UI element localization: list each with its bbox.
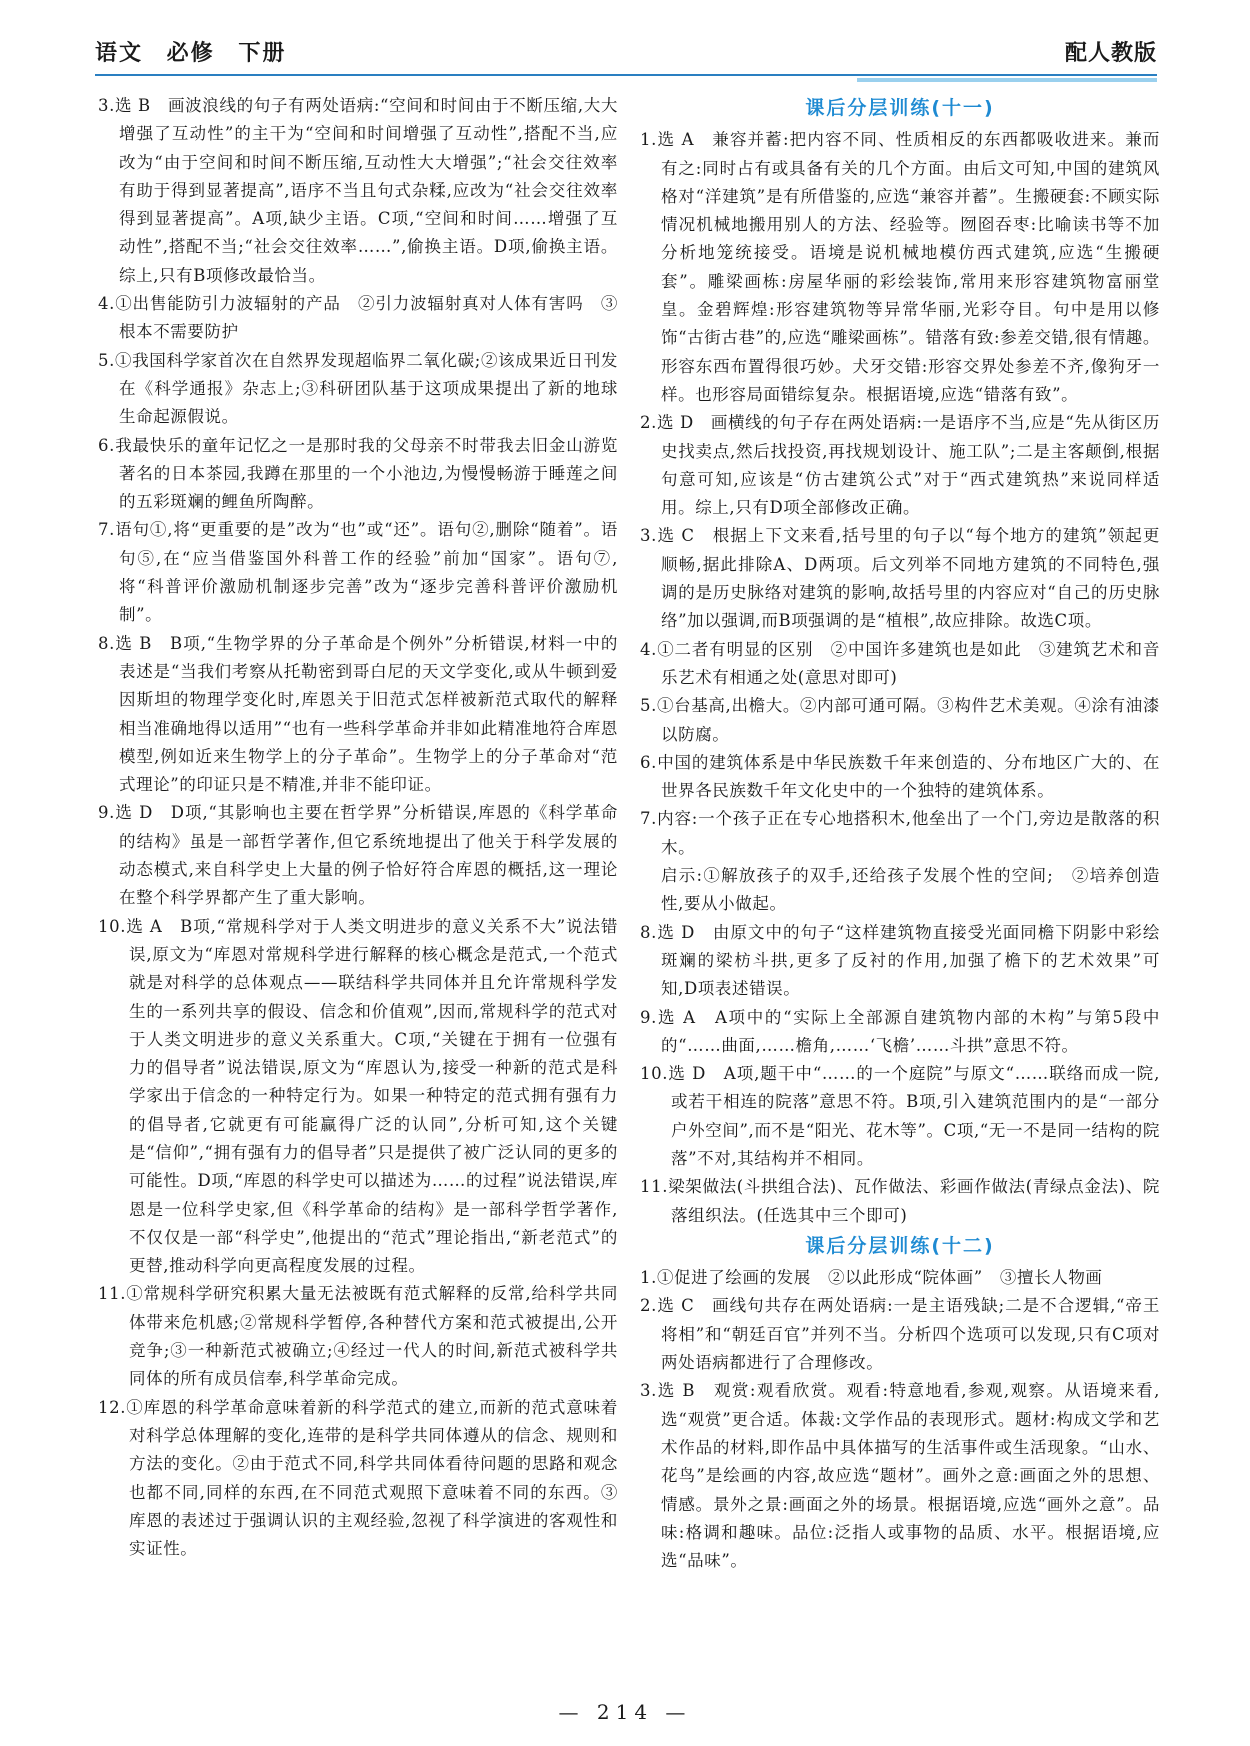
answer-item: 4.①二者有明显的区别 ②中国许多建筑也是如此 ③建筑艺术和音乐艺术有相通之处(意思对即可) bbox=[640, 639, 1160, 687]
answer-item: 5.①台基高,出檐大。②内部可通可隔。③构件艺术美观。④涂有油漆以防腐。 bbox=[640, 696, 1160, 744]
answer-item: 1.选 A 兼容并蓄:把内容不同、性质相反的东西都吸收进来。兼而有之:同时占有或具备有关的几个方面。由后文可知,中国的建筑风格对“洋建筑”是有所借鉴的,应选“兼容并蓄”。生搬硬套:不顾实际情况机械地搬用别人的方法、经验等。囫囵吞枣:比喻读书等不加分析地笼统接受。语境是说机械地模仿西式建筑,应选“生搬硬套”。雕梁画栋:房屋华丽的彩绘装饰,常用来形容建筑物富丽堂皇。金碧辉煌:形容建筑物等异常华丽,光彩夺目。句中是用以修饰“古街古巷”的,应选“雕梁画栋”。错落有致:参差交错,很有情趣。形容东西布置得很巧妙。犬牙交错:形容交界处参差不齐,像狗牙一样。也形容局面错综复杂。根据语境,应选“错落有致”。 bbox=[640, 130, 1160, 404]
answer-continuation: 启示:①解放孩子的双手,还给孩子发展个性的空间; ②培养创造性,要从小做起。 bbox=[661, 866, 1160, 914]
edition-label: 配人教版 bbox=[1064, 41, 1157, 66]
header-accent-bar bbox=[857, 78, 1157, 82]
answer-item: 3.选 C 根据上下文来看,括号里的句子以“每个地方的建筑”领起更顺畅,据此排除A、D两项。后文列举不同地方建筑的不同特色,强调的是历史脉络对建筑的影响,故括号里的内容应对“自己的历史脉络”加以强调,而B项强调的是“植根”,故应排除。故选C项。 bbox=[640, 526, 1160, 631]
answer-item: 3.选 B 观赏:观看欣赏。观看:特意地看,参观,观察。从语境来看,选“观赏”更合适。体裁:文学作品的表现形式。题材:构成文学和艺术作品的材料,即作品中具体描写的生活事件或生活现象。“山水、花鸟”是绘画的内容,故应选“题材”。画外之意:画面之外的思想、情感。景外之景:画面之外的场景。根据语境,应选“画外之意”。品味:格调和趣味。品位:泛指人或事物的品质、水平。根据语境,应选“品味”。 bbox=[640, 1381, 1160, 1571]
right-column bbox=[640, 92, 1160, 1575]
answer-item: 9.选 D D项,“其影响也主要在哲学界”分析错误,库恩的《科学革命的结构》虽是一部哲学著作,但它系统地提出了他关于科学发展的动态模式,来自科学史上大量的例子恰好符合库恩的概括,这一理论在整个科学界都产生了重大影响。 bbox=[98, 803, 618, 908]
page-header bbox=[95, 32, 1157, 76]
answer-item: 3.选 B 画波浪线的句子有两处语病:“空间和时间由于不断压缩,大大增强了互动性”的主干为“空间和时间增强了互动性”,搭配不当,应改为“由于空间和时间不断压缩,互动性大大增强”;“社会交往效率有助于得到显著提高”,语序不当且句式杂糅,应改为“社会交往效率得到显著提高”。A项,缺少主语。C项,“空间和时间……增强了互动性”,搭配不当;“社会交往效率……”,偷换主语。D项,偷换主语。综上,只有B项修改最恰当。 bbox=[98, 96, 618, 285]
answer-item: 11.①常规科学研究积累大量无法被既有范式解释的反常,给科学共同体带来危机感;②常规科学暂停,各种替代方案和范式被提出,公开竞争;③一种新范式被确立;④经过一代人的时间,新范式被科学共同体的所有成员信奉,科学革命完成。 bbox=[98, 1284, 618, 1389]
page-number: — 214 — bbox=[558, 1700, 692, 1724]
section-title: 课后分层训练(十一) bbox=[805, 97, 995, 119]
answer-item: 2.选 D 画横线的句子存在两处语病:一是语序不当,应是“先从街区历史找卖点,然后找投资,再找规划设计、施工队”;二是主客颠倒,根据句意可知,应该是“仿古建筑公式”对于“西式建筑热”来说同样适用。综上,只有D项全部修改正确。 bbox=[640, 413, 1160, 518]
answer-item: 9.选 A A项中的“实际上全部源自建筑物内部的木构”与第5段中的“……曲面,……檐角,……‘飞檐’……斗拱”意思不符。 bbox=[640, 1007, 1160, 1055]
answer-item: 11.梁架做法(斗拱组合法)、瓦作做法、彩画作做法(青绿点金法)、院落组织法。(任选其中三个即可) bbox=[640, 1177, 1160, 1225]
answer-item: 12.①库恩的科学革命意味着新的科学范式的建立,而新的范式意味着对科学总体理解的变化,连带的是科学共同体遵从的信念、规则和方法的变化。②由于范式不同,科学共同体看待问题的思路和观念也都不同,同样的东西,在不同范式观照下意味着不同的东西。③库恩的表述过于强调认识的主观经验,忽视了科学演进的客观性和实证性。 bbox=[98, 1397, 618, 1559]
answer-item: 8.选 B B项,“生物学界的分子革命是个例外”分析错误,材料一中的表述是“当我们考察从托勒密到哥白尼的天文学变化,或从牛顿到爱因斯坦的物理学变化时,库恩关于旧范式怎样被新范式取代的解释相当准确地得以适用”“也有一些科学革命并非如此精准地符合库恩模型,例如近来生物学上的分子革命”。生物学上的分子革命对“范式理论”的印证只是不精准,并非不能印证。 bbox=[98, 633, 618, 795]
answer-item: 2.选 C 画线句共存在两处语病:一是主语残缺;二是不合逻辑,“帝王将相”和“朝廷百官”并列不当。分析四个选项可以发现,只有C项对两处语病都进行了合理修改。 bbox=[640, 1296, 1160, 1373]
answer-item: 7.语句①,将“更重要的是”改为“也”或“还”。语句②,删除“随着”。语句⑤,在“应当借鉴国外科普工作的经验”前加“国家”。语句⑦,将“科普评价激励机制逐步完善”改为“逐步完善科普评价激励机制”。 bbox=[98, 520, 618, 625]
answer-item: 6.中国的建筑体系是中华民族数千年来创造的、分布地区广大的、在世界各民族数千年文化史中的一个独特的建筑体系。 bbox=[640, 752, 1160, 801]
answer-item: 8.选 D 由原文中的句子“这样建筑物直接受光面同檐下阴影中彩绘斑斓的梁枋斗拱,更多了反衬的作用,加强了檐下的艺术效果”可知,D项表述错误。 bbox=[640, 922, 1160, 999]
answer-item: 1.①促进了绘画的发展 ②以此形成“院体画” ③擅长人物画 bbox=[640, 1268, 1103, 1288]
section-title: 课后分层训练(十二) bbox=[805, 1234, 995, 1257]
answer-item: 7.内容:一个孩子正在专心地搭积木,他垒出了一个门,旁边是散落的积木。 bbox=[640, 809, 1160, 857]
answer-item: 10.选 D A项,题干中“……的一个庭院”与原文“……联络而成一院,或若干相连的院落”意思不符。B项,引入建筑范围内的是“一部分户外空间”,而不是“阳光、花木等”。C项,“无一不是同一结构的院落”不对,其结构并不相同。 bbox=[640, 1064, 1160, 1168]
left-column bbox=[98, 92, 618, 1563]
answer-item: 6.我最快乐的童年记忆之一是那时我的父母亲不时带我去旧金山游览著名的日本茶园,我蹲在那里的一个小池边,为慢慢畅游于睡莲之间的五彩斑斓的鲤鱼所陶醉。 bbox=[98, 435, 618, 512]
book-title: 语文 必修 下册 bbox=[95, 41, 287, 66]
answer-item: 4.①出售能防引力波辐射的产品 ②引力波辐射真对人体有害吗 ③根本不需要防护 bbox=[98, 294, 618, 342]
answer-item: 5.①我国科学家首次在自然界发现超临界二氧化碳;②该成果近日刊发在《科学通报》杂志上;③科研团队基于这项成果提出了新的地球生命起源假说。 bbox=[98, 350, 618, 427]
answer-item: 10.选 A B项,“常规科学对于人类文明进步的意义关系不大”说法错误,原文为“库恩对常规科学进行解释的核心概念是范式,一个范式就是对科学的总体观点——联结科学共同体并且允许常规科学发生的一系列共享的假设、信念和价值观”,因而,常规科学的范式对于人类文明进步的意义关系重大。C项,“关键在于拥有一位强有力的倡导者”说法错误,原文为“库恩认为,接受一种新的范式是科学家出于信念的一种特定行为。如果一种特定的范式拥有强有力的倡导者,它就更有可能赢得广泛的认同”,分析可知,这个关键是“信仰”,“拥有强有力的倡导者”只是提供了被广泛认同的更多的可能性。D项,“库恩的科学史可以描述为……的过程”说法错误,库恩是一位科学史家,但《科学革命的结构》是一部科学哲学著作,不仅仅是一部“科学史”,他提出的“范式”理论指出,“新老范式”的更替,推动科学向更高程度发展的过程。 bbox=[98, 916, 618, 1276]
